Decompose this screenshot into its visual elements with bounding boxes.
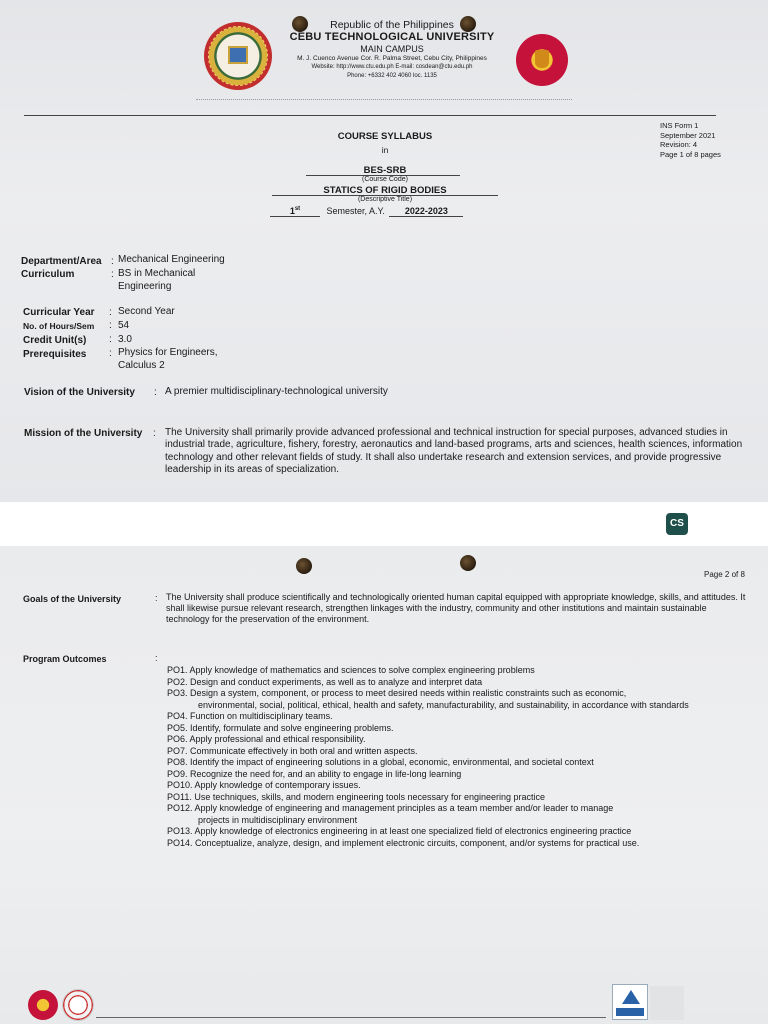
program-outcome-item bbox=[167, 826, 727, 838]
certification-mark bbox=[650, 986, 684, 1020]
field-value-credit: 3.0 bbox=[118, 334, 132, 345]
mission-text: The University shall primarily provide advanced professional and technical instruction for special purposes, advanced studies in industrial trade, agriculture, fishery, forestry, aeronautics and land-based programs, arts and sciences, health sciences, information technology and other relevant fields of study. It shall also undertake research and extension services, and provide progressive leadership in its areas of specialization. bbox=[165, 427, 743, 475]
punch-hole bbox=[296, 558, 312, 574]
field-label-prerequisites: Prerequisites bbox=[23, 349, 87, 360]
title-in: in bbox=[381, 145, 389, 155]
footer-divider bbox=[96, 1017, 606, 1018]
header-website: Website: http://www.ctu.edu.ph E-mail: cosdean@ctu.edu.ph bbox=[311, 64, 473, 70]
program-outcome-text: PO12. Apply knowledge of engineering and management principles as a team member and/or leader to manage bbox=[167, 803, 614, 813]
semester-row bbox=[270, 206, 463, 217]
asean-logo bbox=[28, 990, 58, 1020]
ched-seal-logo bbox=[62, 989, 94, 1021]
field-value-hours: 54 bbox=[118, 320, 130, 331]
header-divider-dotted bbox=[196, 99, 572, 100]
program-outcome-text: PO1. Apply knowledge of mathematics and sciences to solve complex engineering problems bbox=[167, 665, 535, 675]
form-page: Page 1 of 8 pages bbox=[660, 149, 721, 159]
program-outcome-item bbox=[167, 677, 727, 689]
form-revision: Revision: 4 bbox=[660, 140, 698, 149]
program-outcome-item bbox=[167, 803, 727, 826]
syllabus-page-2: Page 2 of 8 Goals of the University : The University shall produce scientifically and technologically oriented human capital equipped with appropriate knowledge, skills, and attitudes. It shall likewise pursue relevant research, strengthen linkages with the industry, community and other institutions and maintain sustainable technology for the preservation of the environment. Program Outcomes : PO1. Apply knowledge of mathematics and sciences to solve complex engineering problems PO2. Design and conduct experiments, as well as to analyze and interpret data PO3. Design a system, component, or process to meet desired needs within realistic constraints such as economic, environmental, social, political, ethical, health and safety, manufacturability, and sustainability, in accordance with standards PO4. Function on multidisciplinary teams. PO5. Identify, formulate and solve engineering problems. PO6. Apply professional and ethical responsibility. PO7. Communicate effectively in both oral and written aspects. PO8. Identify the impact of engineering solutions in a global, economic, environmental, and societal context PO9. Recognize the need for, and an ability to engage in life-long learning PO10. Apply knowledge of contemporary issues. PO11. Use techniques, skills, and modern engineering tools necessary for engineering practice PO12. Apply knowledge of engineering and management principles as a team member and/or leader to manage projects in multidisciplinary environment PO13. Apply knowledge of electronics engineering in at least one specialized field of electronics engineering practice PO14. Conceptualize, analyze, design, and implement electronic circuits, component, and/or systems for practical use. bbox=[0, 546, 768, 1024]
header-phone: Phone: +6332 402 4060 loc. 1135 bbox=[347, 73, 437, 79]
vision-label: Vision of the University bbox=[24, 387, 135, 398]
program-outcome-text: PO11. Use techniques, skills, and modern engineering tools necessary for engineering practice bbox=[167, 791, 546, 802]
form-date: September 2021 bbox=[660, 130, 716, 140]
header-republic: Republic of the Philippines bbox=[330, 19, 454, 31]
program-outcome-text: PO8. Identify the impact of engineering solutions in a global, economic, environmental, and societal context bbox=[167, 757, 594, 767]
field-label-hours: No. of Hours/Sem bbox=[23, 321, 95, 331]
semester-ordinal: 1st bbox=[270, 206, 320, 217]
header-campus: MAIN CAMPUS bbox=[360, 44, 424, 54]
program-outcome-continuation: projects in multidisciplinary environment bbox=[198, 814, 358, 825]
program-outcome-text: PO3. Design a system, component, or process to meet desired needs within realistic constraints such as economic, bbox=[167, 688, 627, 698]
descriptive-title-caption: (Descriptive Title) bbox=[357, 196, 413, 203]
header-divider bbox=[24, 115, 716, 116]
academic-year: 2022-2023 bbox=[389, 206, 463, 217]
program-outcome-text: PO9. Recognize the need for, and an ability to engage in life-long learning bbox=[167, 768, 462, 779]
program-outcome-item bbox=[167, 711, 727, 723]
camscanner-badge: CS bbox=[666, 513, 688, 535]
goals-label: Goals of the University bbox=[23, 594, 122, 604]
field-value-curricular-year: Second Year bbox=[118, 306, 175, 317]
program-outcome-item bbox=[167, 838, 727, 850]
program-outcome-item bbox=[167, 780, 727, 792]
program-outcome-text: PO2. Design and conduct experiments, as well as to analyze and interpret data bbox=[167, 676, 483, 687]
program-outcomes-label: Program Outcomes bbox=[23, 654, 107, 664]
program-outcome-item bbox=[167, 734, 727, 746]
program-outcome-item bbox=[167, 757, 727, 769]
program-outcome-item bbox=[167, 746, 727, 758]
program-outcomes-list bbox=[167, 665, 727, 849]
program-outcome-text: PO5. Identify, formulate and solve engineering problems. bbox=[167, 722, 394, 733]
form-id: INS Form 1 bbox=[660, 121, 699, 130]
field-value-prerequisites: Physics for Engineers, Calculus 2 bbox=[118, 347, 218, 371]
vision-text: A premier multidisciplinary-technological university bbox=[165, 386, 388, 397]
descriptive-title: STATICS OF RIGID BODIES bbox=[323, 185, 447, 196]
field-value-curriculum: BS in Mechanical Engineering bbox=[118, 268, 196, 292]
program-outcome-text: PO4. Function on multidisciplinary teams. bbox=[167, 711, 333, 721]
mission-label: Mission of the University bbox=[24, 428, 143, 439]
semester-label: Semester, A.Y. bbox=[326, 206, 385, 216]
punch-hole bbox=[460, 555, 476, 571]
program-outcome-text: PO7. Communicate effectively in both oral and written aspects. bbox=[167, 745, 418, 756]
program-outcome-text: PO13. Apply knowledge of electronics engineering in at least one specialized field of electronics engineering practice bbox=[167, 826, 632, 836]
course-code-caption: (Course Code) bbox=[362, 176, 408, 183]
field-label-department: Department/Area bbox=[21, 256, 102, 267]
field-label-credit: Credit Unit(s) bbox=[23, 335, 87, 346]
page-number: Page 2 of 8 bbox=[704, 570, 745, 579]
program-outcome-item bbox=[167, 665, 727, 677]
course-code: BES-SRB bbox=[363, 165, 407, 176]
program-outcome-item bbox=[167, 688, 727, 711]
program-outcome-item bbox=[167, 769, 727, 781]
header-university-name: CEBU TECHNOLOGICAL UNIVERSITY bbox=[289, 31, 495, 43]
goals-text: The University shall produce scientifically and technologically oriented human capital equipped with appropriate knowledge, skills, and attitudes. It shall likewise pursue relevant research, strengthen linkages with the industry, community and other institutions and maintain sustainable technology for the preservation of the environment. bbox=[166, 592, 746, 624]
program-outcome-item bbox=[167, 723, 727, 735]
tuv-certification-logo bbox=[612, 984, 648, 1020]
field-label-curriculum: Curriculum bbox=[21, 269, 75, 280]
document-title: COURSE SYLLABUS bbox=[337, 131, 433, 142]
header-address: M. J. Cuenco Avenue Cor. R. Palma Street, Cebu City, Philippines bbox=[297, 55, 487, 62]
program-outcome-continuation: environmental, social, political, ethical, health and safety, manufacturability, and sustainability, in accordance with standards bbox=[198, 699, 689, 710]
form-info bbox=[660, 121, 721, 159]
program-outcome-text: PO6. Apply professional and ethical responsibility. bbox=[167, 734, 366, 744]
program-outcome-item bbox=[167, 792, 727, 804]
field-label-curricular-year: Curricular Year bbox=[23, 307, 95, 318]
program-outcome-text: PO10. Apply knowledge of contemporary issues. bbox=[167, 780, 361, 790]
program-outcome-text: PO14. Conceptualize, analyze, design, and implement electronic circuits, component, and/or systems for practical use. bbox=[167, 837, 640, 848]
field-value-department: Mechanical Engineering bbox=[118, 254, 225, 265]
syllabus-page-1: Republic of the Philippines CEBU TECHNOLOGICAL UNIVERSITY MAIN CAMPUS M. J. Cuenco Avenue Cor. R. Palma Street, Cebu City, Philippines Website: http://www.ctu.edu.ph E-mail: cosdean@ctu.edu.ph Phone: +6332 402 4060 loc. 1135 INS Form 1 September 2021 Revision: 4 Page 1 of 8 pages COURSE SYLLABUS in BES-SRB (Course Code) STATICS OF RIGID BODIES (Descriptive Title) 1st Semester, A.Y. 2022-2023 Department/Area : Mechanical Engineering Curriculum : BS in Mechanical Engineering Curricular Year : Second Year No. of Hours/Sem : 54 Credit Unit(s) : 3.0 Prerequisites : Physics for Engineers, Calculus 2 Vision of the University : A premier multidisciplinary-technological university Mission of the University : The University shall primarily provide advanced professional and technical instruction for special purposes, advanced studies in industrial trade, agriculture, fishery, forestry, aeronautics and land-based programs, arts and sciences, health sciences, information technology and other relevant fields of study. It shall also undertake research and extension services, and provide progressive leadership in its areas of specialization. bbox=[0, 0, 768, 502]
